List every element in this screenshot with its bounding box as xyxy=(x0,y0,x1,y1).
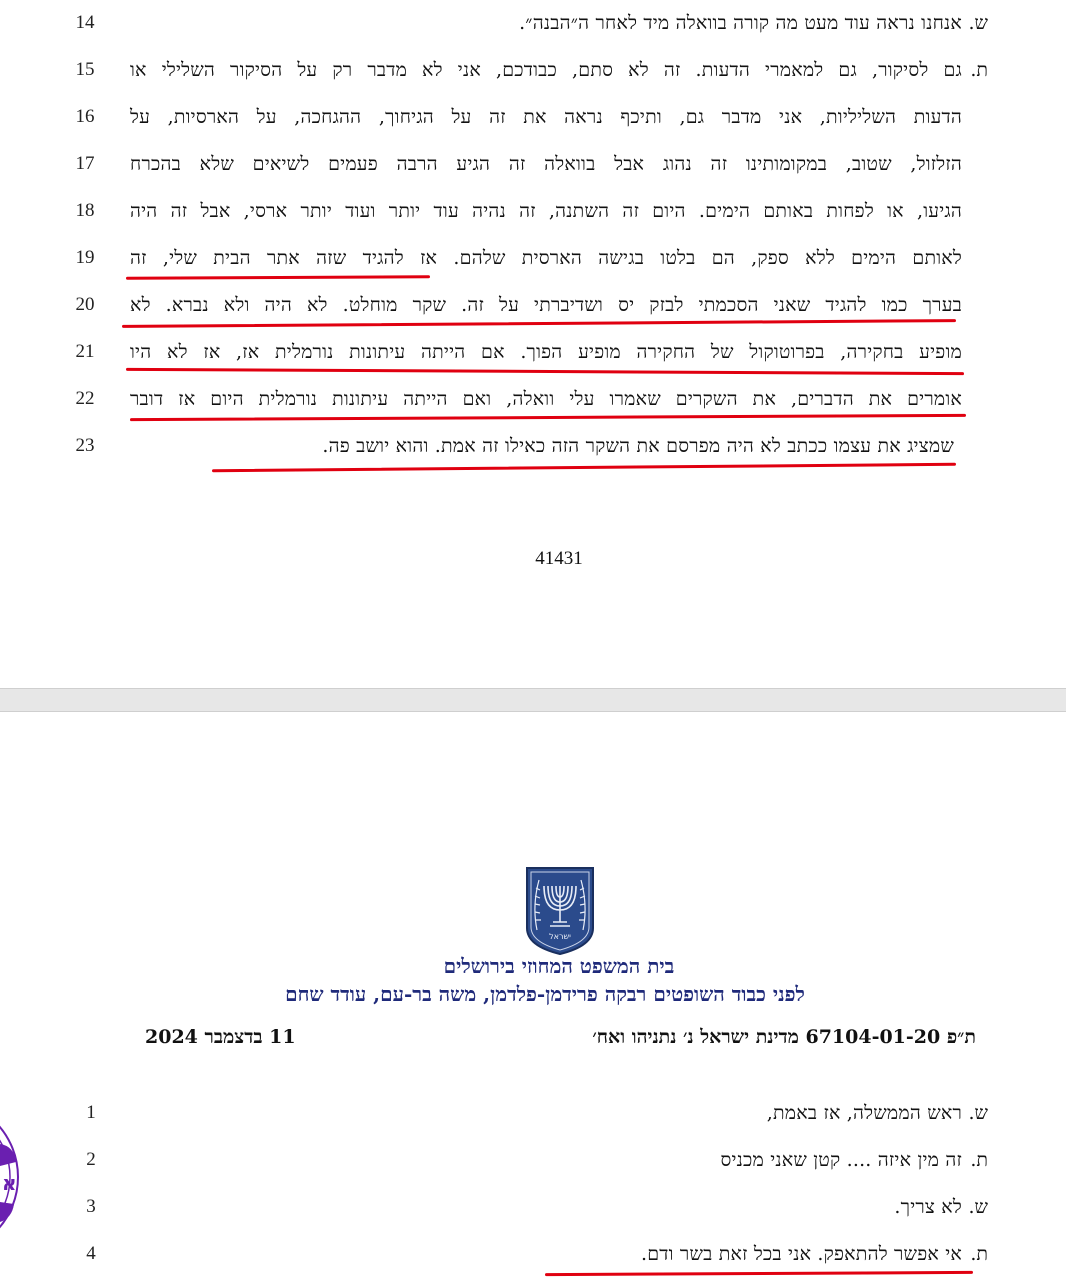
speaker-marker: ש. xyxy=(968,1102,988,1124)
line-text: גם לסיקור, גם למאמרי הדעות. זה לא סתם, כבודכם, אני לא מדבר רק על הסיקור השלילי או xyxy=(130,59,962,81)
speaker-marker: ת. xyxy=(970,1243,988,1265)
line-number: 16 xyxy=(75,106,95,127)
line-text: אומרים את הדברים, את השקרים שאמרו עלי וואלה, ואם הייתה עיתונות נורמלית היום אז דובר xyxy=(130,388,962,410)
speaker-marker: ש. xyxy=(968,1196,988,1218)
speaker-marker: ת. xyxy=(970,59,988,81)
line-number: 21 xyxy=(75,341,95,362)
line-number: 14 xyxy=(75,12,95,33)
speaker-marker: ש. xyxy=(968,12,988,34)
transcript-line xyxy=(0,1090,1066,1136)
state-emblem-menorah-icon xyxy=(523,866,597,956)
line-text: אי אפשר להתאפק. אני בכל זאת בשר ודם. xyxy=(641,1243,962,1265)
line-text: זה מין איזה .... קטן שאני מכניס xyxy=(720,1149,962,1171)
transcript-line xyxy=(0,423,1066,469)
court-stamp-icon xyxy=(0,1082,26,1272)
line-text: בערך כמו להגיד שאני הסכמתי לבזק יס ושדיברתי על זה. שקר מוחלט. לא היה ולא נברא. לא xyxy=(130,294,962,316)
case-number: ת״פ 67104-01-20 מדינת ישראל נ׳ נתניהו ואח׳ xyxy=(592,1026,976,1048)
page-separator xyxy=(0,688,1066,712)
line-text: אנחנו נראה עוד מעט מה קורה בוואלה מיד לאחר ה״הבנה״. xyxy=(519,12,962,34)
line-text: ראש הממשלה, אז באמת, xyxy=(766,1102,962,1124)
svg-text:א: א xyxy=(2,1171,17,1195)
judges-line: לפני כבוד השופטים רבקה פרידמן-פלדמן, משה בר-עם, עודד שחם xyxy=(285,982,805,1006)
line-number: 19 xyxy=(75,247,95,268)
line-text: הגיעו, או לפחות באותם הימים. היום זה השתנה, זה נהיה עוד יותר ועוד יותר ארסי, אבל זה היה xyxy=(130,200,962,222)
transcript-line xyxy=(0,94,1066,140)
line-text: שמציג את עצמו ככתב לא היה מפרסם את השקר הזה כאילו זה אמת. והוא יושב פה. xyxy=(322,435,954,457)
line-number: 4 xyxy=(86,1243,96,1264)
line-number: 17 xyxy=(75,153,95,174)
line-number: 3 xyxy=(86,1196,96,1217)
transcript-line xyxy=(0,1231,1066,1277)
hearing-date: 11 בדצמבר 2024 xyxy=(145,1026,296,1048)
line-text: לא צריך. xyxy=(894,1196,962,1218)
transcript-line xyxy=(0,235,1066,281)
line-text: לאותם הימים ללא ספק, הם בלטו בגישה הארסית שלהם. אז להגיד שזה אתר הבית שלי, זה xyxy=(130,247,962,269)
line-text: הזלזול, שטוב, במקומותינו זה נהוג אבל בוואלה זה הגיע הרבה פעמים לשיאים שלא בהכרח xyxy=(130,153,962,175)
line-number: 2 xyxy=(86,1149,96,1170)
line-text: מופיע בחקירה, בפרוטוקול של החקירה מופיע הפוך. אם הייתה עיתונות נורמלית אז, אז לא היו xyxy=(130,341,962,363)
page-number: 41431 xyxy=(535,548,583,569)
line-number: 20 xyxy=(75,294,95,315)
court-name: בית המשפט המחוזי בירושלים xyxy=(443,954,675,978)
transcript-page-2 xyxy=(0,712,1066,1280)
transcript-line xyxy=(0,1184,1066,1230)
line-text: הדעות השליליות, אני מדבר גם, ותיכף נראה את זה על הגיחוך, ההגחכה, על הארסיות, על xyxy=(130,106,962,128)
line-number: 18 xyxy=(75,200,95,221)
emblem-inscription: ישראל xyxy=(549,932,571,941)
line-number: 23 xyxy=(75,435,95,456)
transcript-line xyxy=(0,47,1066,93)
line-number: 1 xyxy=(86,1102,96,1123)
transcript-line xyxy=(0,141,1066,187)
speaker-marker: ת. xyxy=(970,1149,988,1171)
transcript-line xyxy=(0,1137,1066,1183)
transcript-line xyxy=(0,0,1066,46)
line-number: 22 xyxy=(75,388,95,409)
line-number: 15 xyxy=(75,59,95,80)
transcript-line xyxy=(0,188,1066,234)
